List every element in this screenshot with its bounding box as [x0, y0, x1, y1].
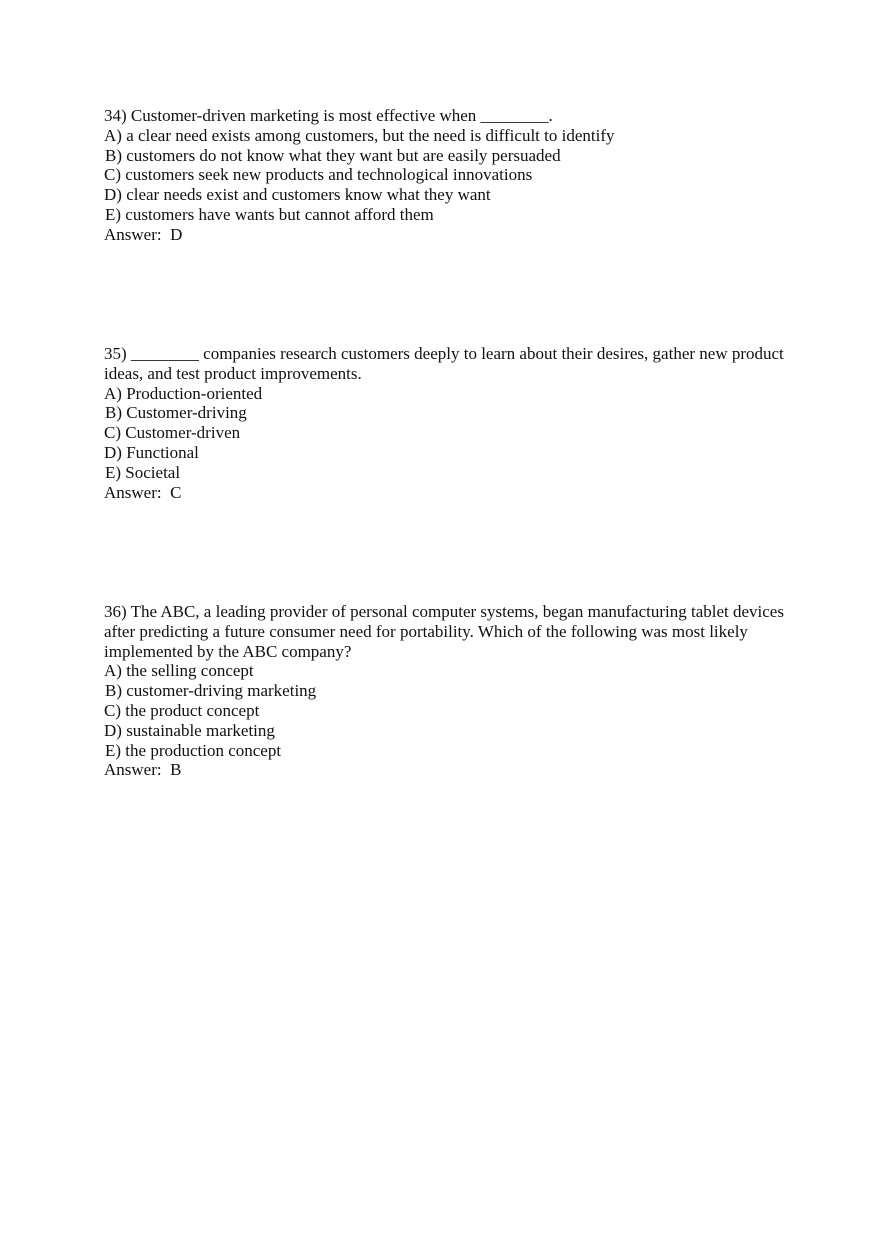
question-36 [104, 602, 784, 780]
option-d: D) sustainable marketing [104, 720, 275, 740]
option-e: E) customers have wants but cannot afford them [105, 204, 434, 224]
option-a: A) Production-oriented [104, 383, 263, 403]
answer-line: Answer: B [104, 760, 182, 780]
option-d: D) Functional [104, 442, 199, 462]
answer-line: Answer: D [104, 224, 183, 244]
option-d: D) clear needs exist and customers know what they want [104, 185, 491, 205]
option-b: B) customers do not know what they want but are easily persuaded [105, 145, 561, 165]
option-c: C) the product concept [104, 700, 260, 720]
option-b: B) customer-driving marketing [105, 681, 317, 701]
question-stem: 35) ________ companies research customers deeply to learn about their desires, gather new product ideas, and test product improvements. [104, 344, 784, 383]
question-35 [104, 344, 784, 502]
option-b: B) Customer-driving [105, 403, 247, 423]
option-e: E) Societal [105, 462, 181, 482]
option-c: C) customers seek new products and technological innovations [104, 165, 533, 185]
question-stem: 34) Customer-driven marketing is most effective when ________. [104, 106, 553, 125]
question-stem: 36) The ABC, a leading provider of personal computer systems, began manufacturing tablet devices after predicting a future consumer need for portability. Which of the following was most likely implemented by the ABC company? [104, 602, 784, 661]
question-34 [104, 106, 784, 245]
option-c: C) Customer-driven [104, 423, 241, 443]
option-e: E) the production concept [105, 740, 282, 760]
answer-line: Answer: C [104, 482, 182, 502]
option-a: A) a clear need exists among customers, but the need is difficult to identify [104, 125, 615, 145]
option-a: A) the selling concept [104, 661, 254, 681]
